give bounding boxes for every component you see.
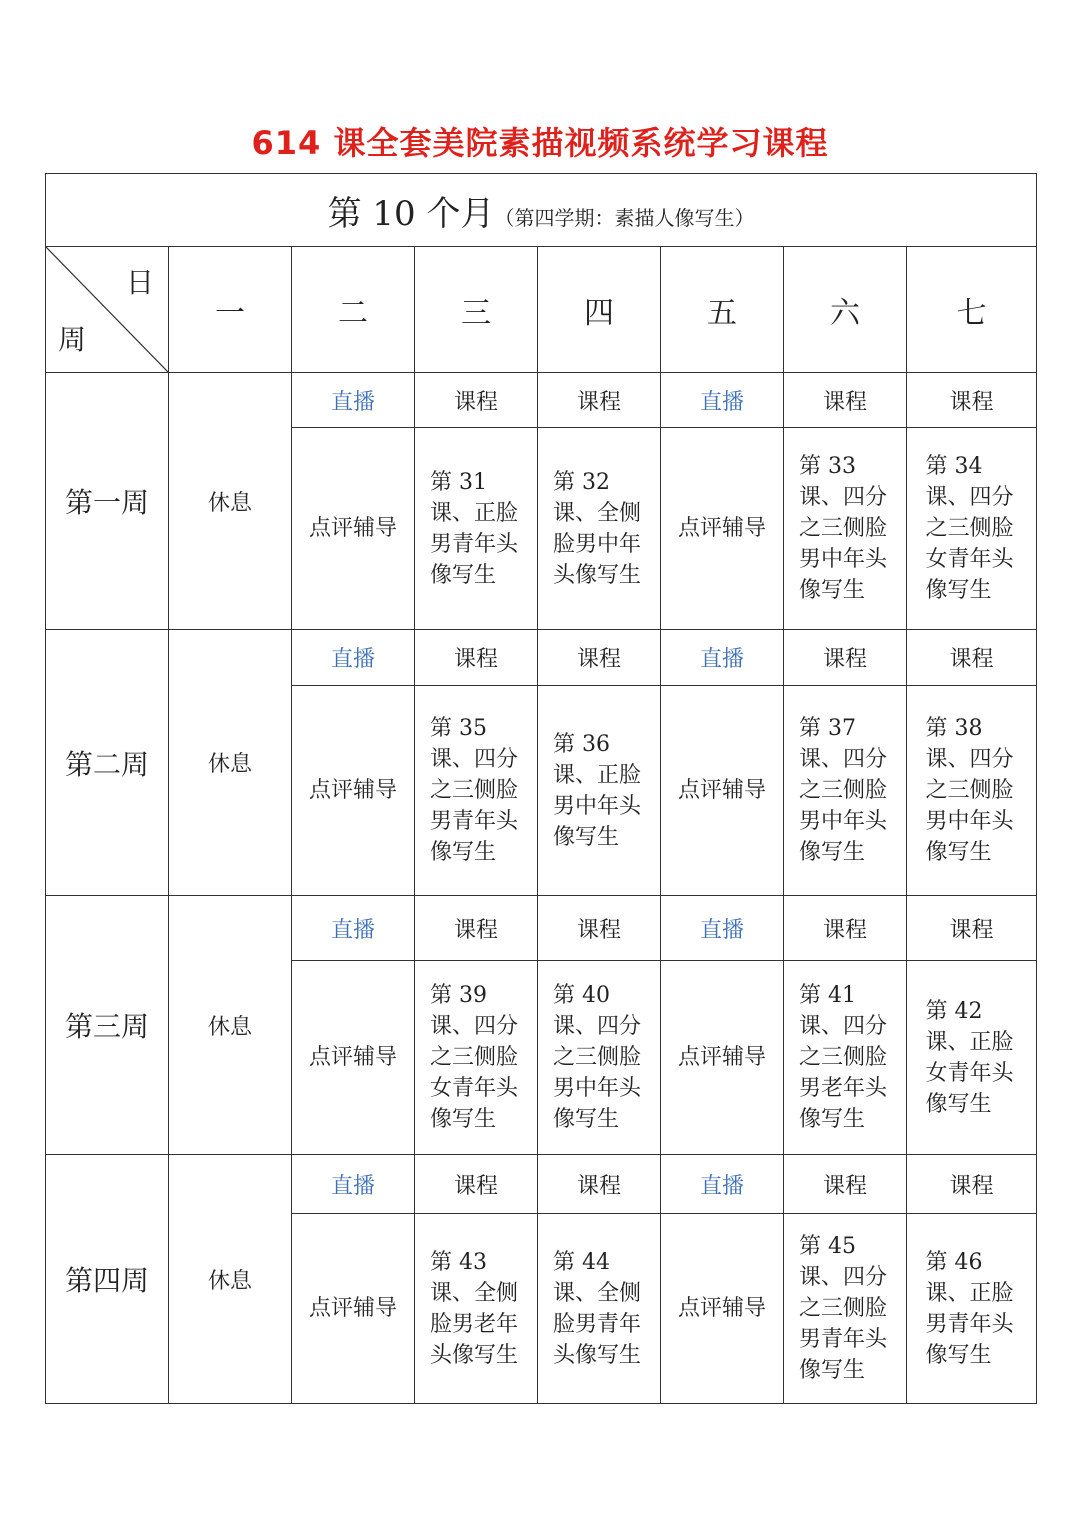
monday-rest-cell: 休息 [169, 373, 292, 630]
weekday-header: 四 [538, 247, 661, 373]
lesson-cell [907, 1214, 1037, 1404]
lesson-cell [784, 428, 907, 630]
schedule-table [45, 173, 1037, 1404]
weekday-header: 七 [907, 247, 1037, 373]
lesson-title: 第 44 课、全侧脸男青年头像写生 [553, 1249, 642, 1368]
lesson-title: 第 39 课、四分之三侧脸女青年头像写生 [430, 983, 519, 1132]
week-label: 第三周 [46, 896, 169, 1155]
lesson-cell [292, 1214, 415, 1404]
live-tag: 直播 [661, 630, 784, 686]
course-tag: 课程 [784, 896, 907, 961]
lesson-title: 第 46 课、正脸男青年头像写生 [925, 1249, 1014, 1368]
weekday-header: 六 [784, 247, 907, 373]
live-tag: 直播 [292, 896, 415, 961]
lesson-title: 第 34 课、四分之三侧脸女青年头像写生 [925, 454, 1014, 603]
course-tag: 课程 [538, 896, 661, 961]
month-title: 第 10 个月 [327, 193, 495, 234]
lesson-cell [538, 961, 661, 1155]
corner-diagonal-cell [46, 247, 169, 373]
monday-rest-cell: 休息 [169, 1155, 292, 1404]
lesson-title: 第 37 课、四分之三侧脸男中年头像写生 [799, 716, 888, 865]
course-tag: 课程 [538, 373, 661, 428]
weekday-header: 二 [292, 247, 415, 373]
week-type-row [46, 373, 1037, 428]
lesson-cell [784, 1214, 907, 1404]
lesson-cell [292, 961, 415, 1155]
week-label: 第二周 [46, 630, 169, 896]
monday-rest-cell: 休息 [169, 896, 292, 1155]
lesson-cell [538, 1214, 661, 1404]
semester-subtitle: （第四学期：素描人像写生） [494, 205, 755, 230]
lesson-title: 第 32 课、全侧脸男中年头像写生 [553, 469, 642, 588]
monday-rest-cell: 休息 [169, 630, 292, 896]
lesson-cell [784, 686, 907, 896]
lesson-title: 第 33 课、四分之三侧脸男中年头像写生 [799, 454, 888, 603]
course-tag: 课程 [907, 896, 1037, 961]
lesson-title: 第 36 课、正脸男中年头像写生 [553, 731, 642, 850]
lesson-cell [661, 686, 784, 896]
live-tag: 直播 [661, 1155, 784, 1214]
week-axis-label: 周 [58, 323, 87, 356]
lesson-title: 第 38 课、四分之三侧脸男中年头像写生 [925, 716, 1014, 865]
lesson-title: 第 31 课、正脸男青年头像写生 [430, 469, 519, 588]
weekday-header-row [46, 247, 1037, 373]
review-label: 点评辅导 [308, 1045, 397, 1070]
review-label: 点评辅导 [677, 1296, 766, 1321]
course-tag: 课程 [784, 630, 907, 686]
live-tag: 直播 [292, 1155, 415, 1214]
lesson-title: 第 41 课、四分之三侧脸男老年头像写生 [799, 983, 888, 1132]
course-tag: 课程 [415, 630, 538, 686]
course-tag: 课程 [784, 373, 907, 428]
course-tag: 课程 [907, 373, 1037, 428]
weekday-header: 三 [415, 247, 538, 373]
lesson-cell [538, 428, 661, 630]
month-row [46, 174, 1037, 247]
live-tag: 直播 [292, 630, 415, 686]
lesson-title: 第 43 课、全侧脸男老年头像写生 [430, 1249, 519, 1368]
month-header [46, 174, 1037, 247]
course-tag: 课程 [538, 630, 661, 686]
lesson-cell [292, 428, 415, 630]
lesson-cell [907, 428, 1037, 630]
week-label: 第一周 [46, 373, 169, 630]
review-label: 点评辅导 [308, 778, 397, 803]
lesson-title: 第 45 课、四分之三侧脸男青年头像写生 [799, 1234, 888, 1383]
course-tag: 课程 [538, 1155, 661, 1214]
lesson-cell [292, 686, 415, 896]
live-tag: 直播 [292, 373, 415, 428]
live-tag: 直播 [661, 373, 784, 428]
week-type-row [46, 630, 1037, 686]
review-label: 点评辅导 [677, 778, 766, 803]
lesson-cell [661, 961, 784, 1155]
course-tag: 课程 [415, 896, 538, 961]
lesson-title: 第 35 课、四分之三侧脸男青年头像写生 [430, 716, 519, 865]
weekday-header: 五 [661, 247, 784, 373]
lesson-cell [415, 1214, 538, 1404]
lesson-cell [661, 428, 784, 630]
course-tag: 课程 [784, 1155, 907, 1214]
live-tag: 直播 [661, 896, 784, 961]
lesson-title: 第 42 课、正脸女青年头像写生 [925, 998, 1014, 1117]
course-tag: 课程 [415, 1155, 538, 1214]
lesson-cell [415, 686, 538, 896]
course-tag: 课程 [907, 630, 1037, 686]
lesson-cell [415, 961, 538, 1155]
page-title: 614 课全套美院素描视频系统学习课程 [251, 124, 829, 162]
course-tag: 课程 [415, 373, 538, 428]
lesson-cell [784, 961, 907, 1155]
lesson-cell [907, 961, 1037, 1155]
lesson-cell [415, 428, 538, 630]
lesson-cell [538, 686, 661, 896]
review-label: 点评辅导 [677, 516, 766, 541]
review-label: 点评辅导 [308, 1296, 397, 1321]
lesson-title: 第 40 课、四分之三侧脸男中年头像写生 [553, 983, 642, 1132]
week-type-row [46, 1155, 1037, 1214]
weekday-header: 一 [169, 247, 292, 373]
course-tag: 课程 [907, 1155, 1037, 1214]
day-axis-label: 日 [125, 266, 154, 299]
week-label: 第四周 [46, 1155, 169, 1404]
lesson-cell [661, 1214, 784, 1404]
review-label: 点评辅导 [677, 1045, 766, 1070]
week-type-row [46, 896, 1037, 961]
lesson-cell [907, 686, 1037, 896]
review-label: 点评辅导 [308, 516, 397, 541]
